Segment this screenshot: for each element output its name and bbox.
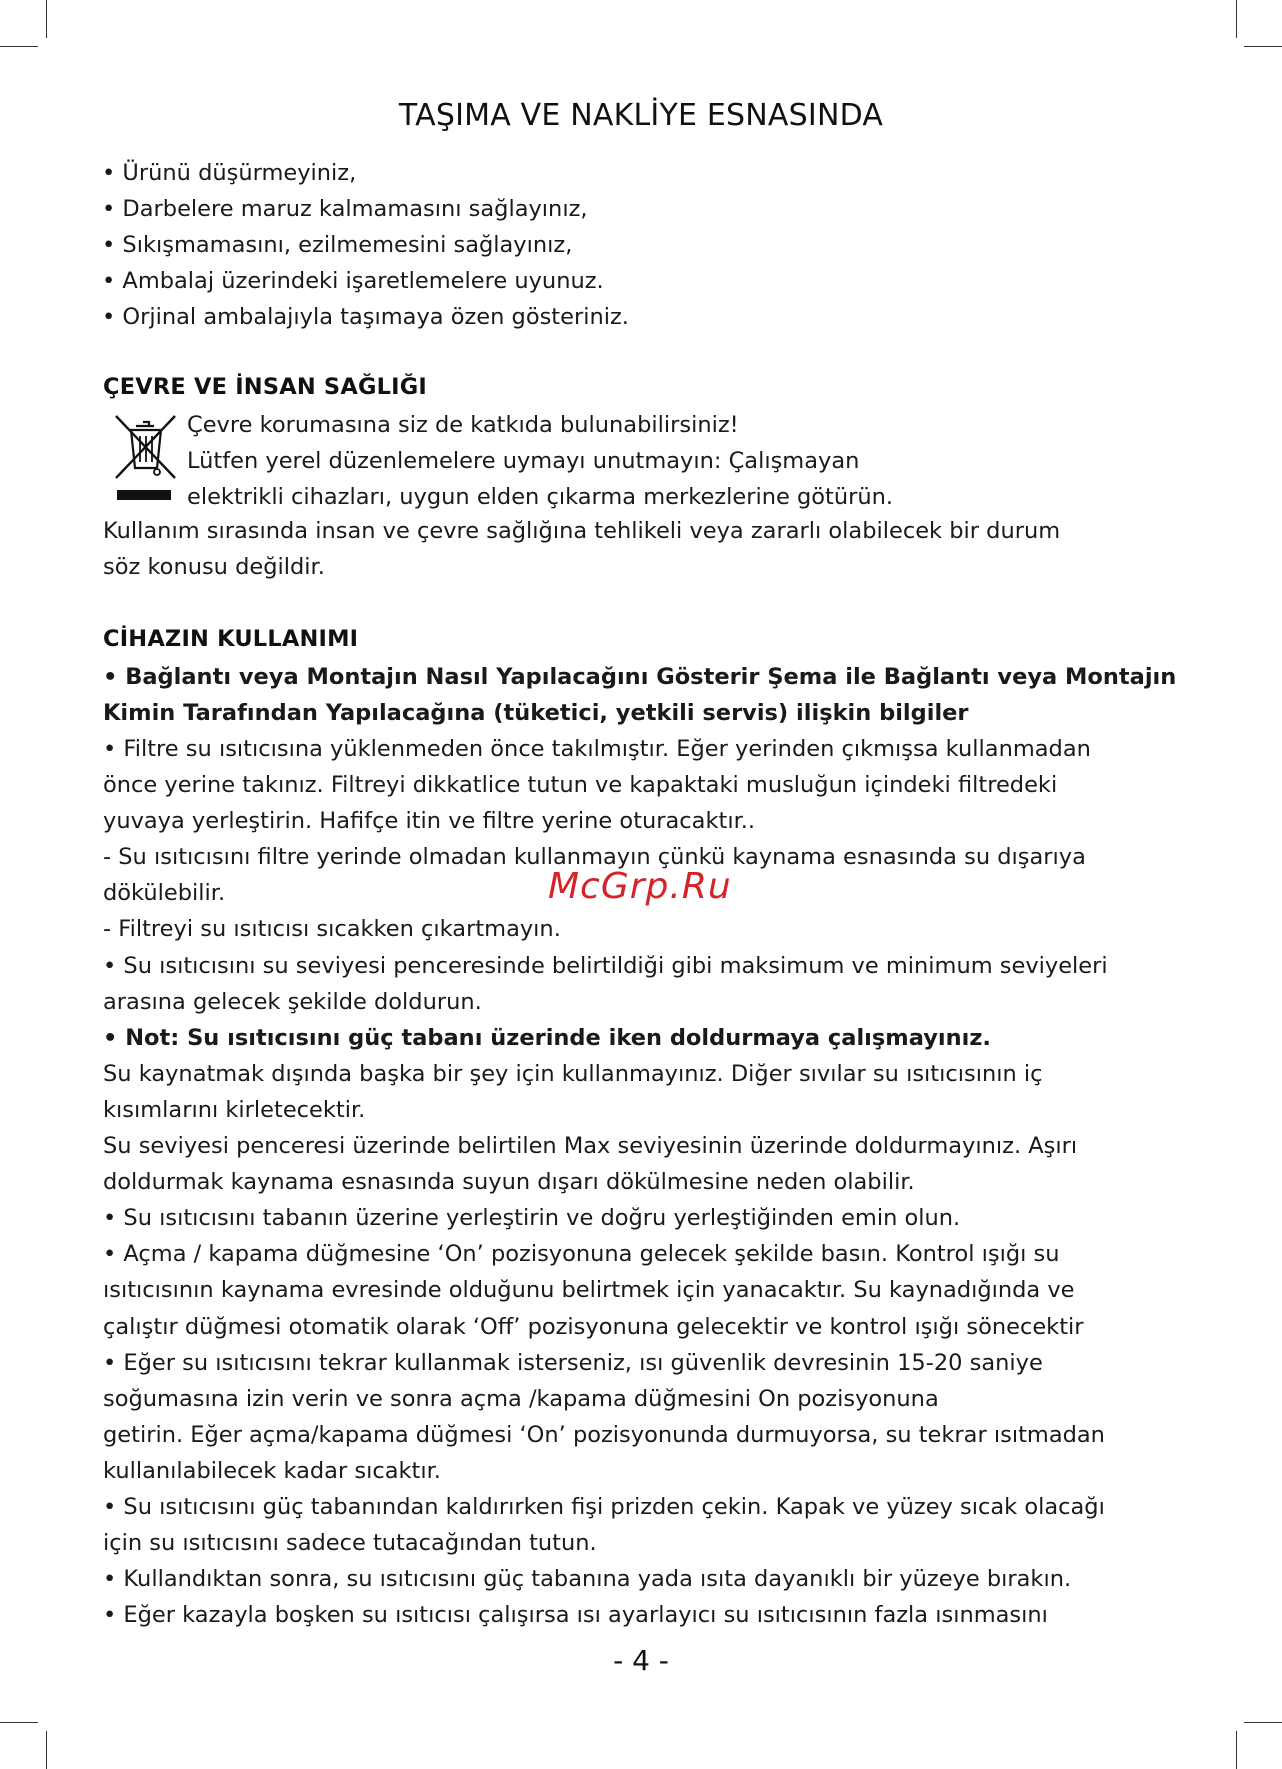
paragraph-line: Su seviyesi penceresi üzerinde belirtilen Max seviyesinin üzerinde doldurmayınız. Aşırı [103, 1133, 1078, 1160]
env-paragraph [103, 513, 1060, 585]
paragraph-line: • Su ısıtıcısını tabanın üzerine yerleştirin ve doğru yerleştiğinden emin olun. [103, 1205, 961, 1232]
paragraph-line: önce yerine takınız. Filtreyi dikkatlice tutun ve kapaktaki musluğun içindeki filtredeki [103, 772, 1058, 799]
watermark: McGrp.Ru [548, 866, 732, 907]
paragraph-line: çalıştır düğmesi otomatik olarak ‘Off’ pozisyonuna gelecektir ve kontrol ışığı sönecektir [103, 1313, 1084, 1340]
transport-bullet-list [102, 155, 629, 335]
page-title: TAŞIMA VE NAKLİYE ESNASINDA [398, 98, 884, 133]
paragraph-line: • Bağlantı veya Montajın Nasıl Yapılacağını Gösterir Şema ile Bağlantı veya Montajın [103, 664, 1177, 690]
list-item: • Ambalaj üzerindeki işaretlemelere uyunuz. [102, 268, 604, 294]
paragraph-line: - Filtreyi su ısıtıcısı sıcakken çıkartmayın. [103, 916, 561, 943]
page-number: - 4 - [613, 1644, 669, 1677]
paragraph-line: soğumasına izin verin ve sonra açma /kapama düğmesini On pozisyonuna [103, 1385, 939, 1412]
crop-mark [46, 1731, 47, 1769]
paragraph-line: • Filtre su ısıtıcısına yüklenmeden önce takılmıştır. Eğer yerinden çıkmışsa kullanmadan [103, 736, 1091, 762]
paragraph-line: Su kaynatmak dışında başka bir şey için kullanmayınız. Diğer sıvılar su ısıtıcısının iç [103, 1060, 1043, 1087]
crop-mark [1236, 1731, 1237, 1769]
paragraph-line: yuvaya yerleştirin. Hafifçe itin ve filtre yerine oturacaktır.. [103, 808, 756, 835]
paragraph-line: doldurmak kaynama esnasında suyun dışarı dökülmesine neden olabilir. [103, 1169, 915, 1196]
paragraph-line: dökülebilir. [103, 880, 226, 907]
crop-mark [0, 46, 38, 47]
env-line: Çevre korumasına siz de katkıda bulunabilirsiniz! [187, 412, 739, 438]
crop-mark [46, 0, 47, 38]
crop-mark [0, 1722, 38, 1723]
usage-bold-intro [103, 659, 1176, 731]
usage-note: • Not: Su ısıtıcısını güç tabanı üzerinde iken doldurmaya çalışmayınız. [103, 1024, 991, 1051]
paragraph-line: • Kullandıktan sonra, su ısıtıcısını güç tabanına yada ısıta dayanıklı bir yüzeye bırakın. [103, 1566, 1072, 1593]
crop-mark [1244, 1722, 1282, 1723]
env-heading: ÇEVRE VE İNSAN SAĞLIĞI [103, 374, 427, 400]
paragraph-line: için su ısıtıcısını sadece tutacağından tutun. [103, 1530, 597, 1557]
paragraph-line: • Su ısıtıcısını su seviyesi penceresinde belirtildiği gibi maksimum ve minimum seviyeleri [103, 952, 1108, 979]
paragraph-line: kullanılabilecek kadar sıcaktır. [103, 1457, 441, 1484]
crop-mark [1244, 46, 1282, 47]
paragraph-line: Kimin Tarafından Yapılacağına (tüketici, yetkili servis) ilişkin bilgiler [103, 700, 969, 726]
list-item: • Orjinal ambalajıyla taşımaya özen gösteriniz. [102, 304, 629, 330]
crossed-out-wheelie-bin-icon [113, 412, 177, 504]
usage-heading: CİHAZIN KULLANIMI [103, 626, 359, 652]
paragraph-line: • Eğer kazayla boşken su ısıtıcısı çalışırsa ısı ayarlayıcı su ısıtıcısının fazla ısınmasını [103, 1602, 1048, 1629]
paragraph-line: • Eğer su ısıtıcısını tekrar kullanmak isterseniz, ısı güvenlik devresinin 15-20 saniye [103, 1349, 1043, 1376]
crop-mark [1236, 0, 1237, 38]
paragraph-line: söz konusu değildir. [103, 554, 325, 580]
paragraph-line: Kullanım sırasında insan ve çevre sağlığına tehlikeli veya zararlı olabilecek bir durum [103, 518, 1061, 544]
paragraph-line: getirin. Eğer açma/kapama düğmesi ‘On’ pozisyonunda durmuyorsa, su tekrar ısıtmadan [103, 1421, 1105, 1448]
env-line: elektrikli cihazları, uygun elden çıkarma merkezlerine götürün. [187, 484, 894, 510]
env-line: Lütfen yerel düzenlemelere uymayı unutmayın: Çalışmayan [187, 448, 860, 474]
paragraph-line: • Su ısıtıcısını güç tabanından kaldırırken fişi prizden çekin. Kapak ve yüzey sıcak olacağı [103, 1493, 1105, 1520]
paragraph-line: arasına gelecek şekilde doldurun. [103, 988, 482, 1015]
paragraph-line: - Su ısıtıcısını filtre yerinde olmadan kullanmayın çünkü kaynama esnasında su dışarıya [103, 844, 1086, 871]
paragraph-line: • Açma / kapama düğmesine ‘On’ pozisyonuna gelecek şekilde basın. Kontrol ışığı su [103, 1241, 1060, 1268]
paragraph-line: kısımlarını kirletecektir. [103, 1096, 366, 1123]
env-notice [187, 407, 893, 515]
list-item: • Darbelere maruz kalmamasını sağlayınız, [102, 196, 588, 222]
paragraph-line: ısıtıcısının kaynama evresinde olduğunu belirtmek için yanacaktır. Su kaynadığında ve [103, 1277, 1075, 1304]
list-item: • Sıkışmamasını, ezilmemesini sağlayınız, [102, 232, 573, 258]
list-item: • Ürünü düşürmeyiniz, [102, 160, 357, 186]
